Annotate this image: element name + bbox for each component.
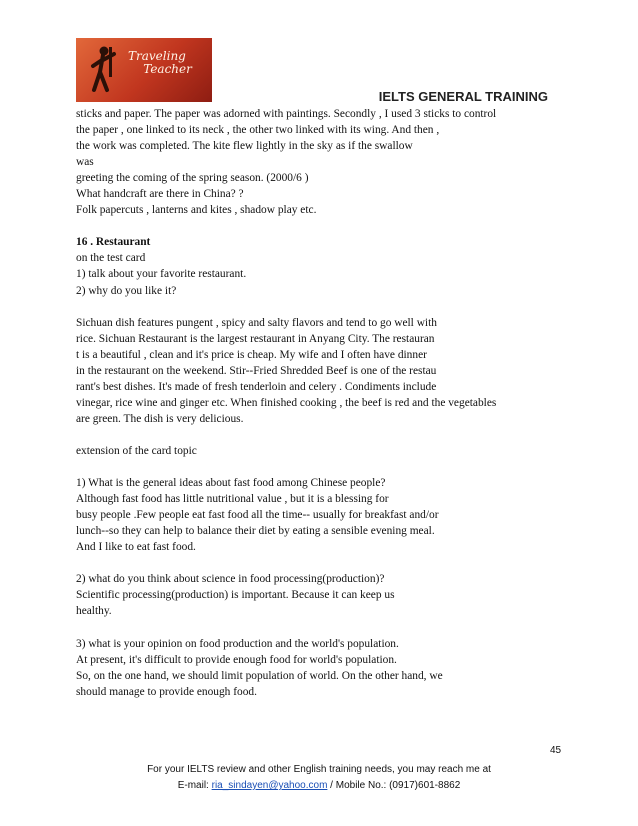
blank-line (76, 299, 566, 315)
email-link[interactable]: ria_sindayen@yahoo.com (211, 780, 328, 791)
text-line: Scientific processing(production) is important. Because it can keep us (76, 589, 395, 602)
text-line: 3) what is your opinion on food production and the world's population. (76, 637, 399, 650)
text-line: t is a beautiful , clean and it's price is cheap. My wife and I often have dinner (76, 348, 427, 361)
text-line: So, on the one hand, we should limit population of world. On the other hand, we (76, 669, 443, 682)
text-line: At present, it's difficult to provide enough food for world's population. (76, 653, 397, 666)
footer-email-line (0, 780, 638, 791)
text-line: extension of the card topic (76, 444, 197, 457)
text-line: the work was completed. The kite flew lightly in the sky as if the swallow (76, 140, 413, 153)
text-line: 2) what do you think about science in food processing(production)? (76, 573, 385, 586)
mobile-number: / Mobile No.: (0917)601-8862 (327, 780, 461, 791)
text-line: are green. The dish is very delicious. (76, 412, 244, 425)
text-line: rice. Sichuan Restaurant is the largest restaurant in Anyang City. The restauran (76, 332, 435, 345)
text-line: 1) talk about your favorite restaurant. (76, 268, 247, 281)
blank-line (76, 218, 566, 234)
text-line: sticks and paper. The paper was adorned with paintings. Secondly , I used 3 sticks to control (76, 108, 497, 120)
text-line: lunch--so they can help to balance their diet by eating a sensible evening meal. (76, 525, 435, 538)
text-line: busy people .Few people eat fast food all the time-- usually for breakfast and/or (76, 509, 439, 522)
text-line: Sichuan dish features pungent , spicy and salty flavors and tend to go well with (76, 316, 437, 329)
document-body (76, 106, 566, 700)
text-line: 2) why do you like it? (76, 284, 177, 297)
footer-contact-line: For your IELTS review and other English training needs, you may reach me at (147, 764, 491, 775)
header-title: IELTS GENERAL TRAINING (378, 89, 548, 104)
logo-wordmark: Traveling Teacher (128, 49, 192, 76)
text-line: healthy. (76, 605, 112, 618)
text-line: the paper , one linked to its neck , the other two linked with its wing. And then , (76, 124, 440, 137)
text-line: vinegar, rice wine and ginger etc. When finished cooking , the beef is red and the vegetables (76, 396, 497, 409)
blank-line (76, 555, 566, 571)
email-label: E-mail: (177, 780, 212, 791)
page-number: 45 (550, 745, 562, 756)
text-line: And I like to eat fast food. (76, 541, 196, 554)
text-line: should manage to provide enough food. (76, 685, 257, 698)
text-line: Folk papercuts , lanterns and kites , shadow play etc. (76, 204, 317, 217)
text-line: on the test card (76, 252, 146, 265)
text-line: was (76, 156, 94, 169)
text-line: rant's best dishes. It's made of fresh tenderloin and celery . Condiments include (76, 380, 437, 393)
section-heading: 16 . Restaurant (76, 236, 151, 249)
text-line: greeting the coming of the spring season. (2000/6 ) (76, 172, 309, 185)
text-line: What handcraft are there in China? ? (76, 188, 244, 201)
blank-line (76, 427, 566, 443)
text-line: Although fast food has little nutritional value , but it is a blessing for (76, 493, 389, 506)
text-line: in the restaurant on the weekend. Stir--Fried Shredded Beef is one of the restau (76, 364, 437, 377)
blank-line (76, 459, 566, 475)
blank-line (76, 620, 566, 636)
traveling-teacher-logo (76, 38, 212, 102)
text-line: 1) What is the general ideas about fast food among Chinese people? (76, 477, 386, 490)
